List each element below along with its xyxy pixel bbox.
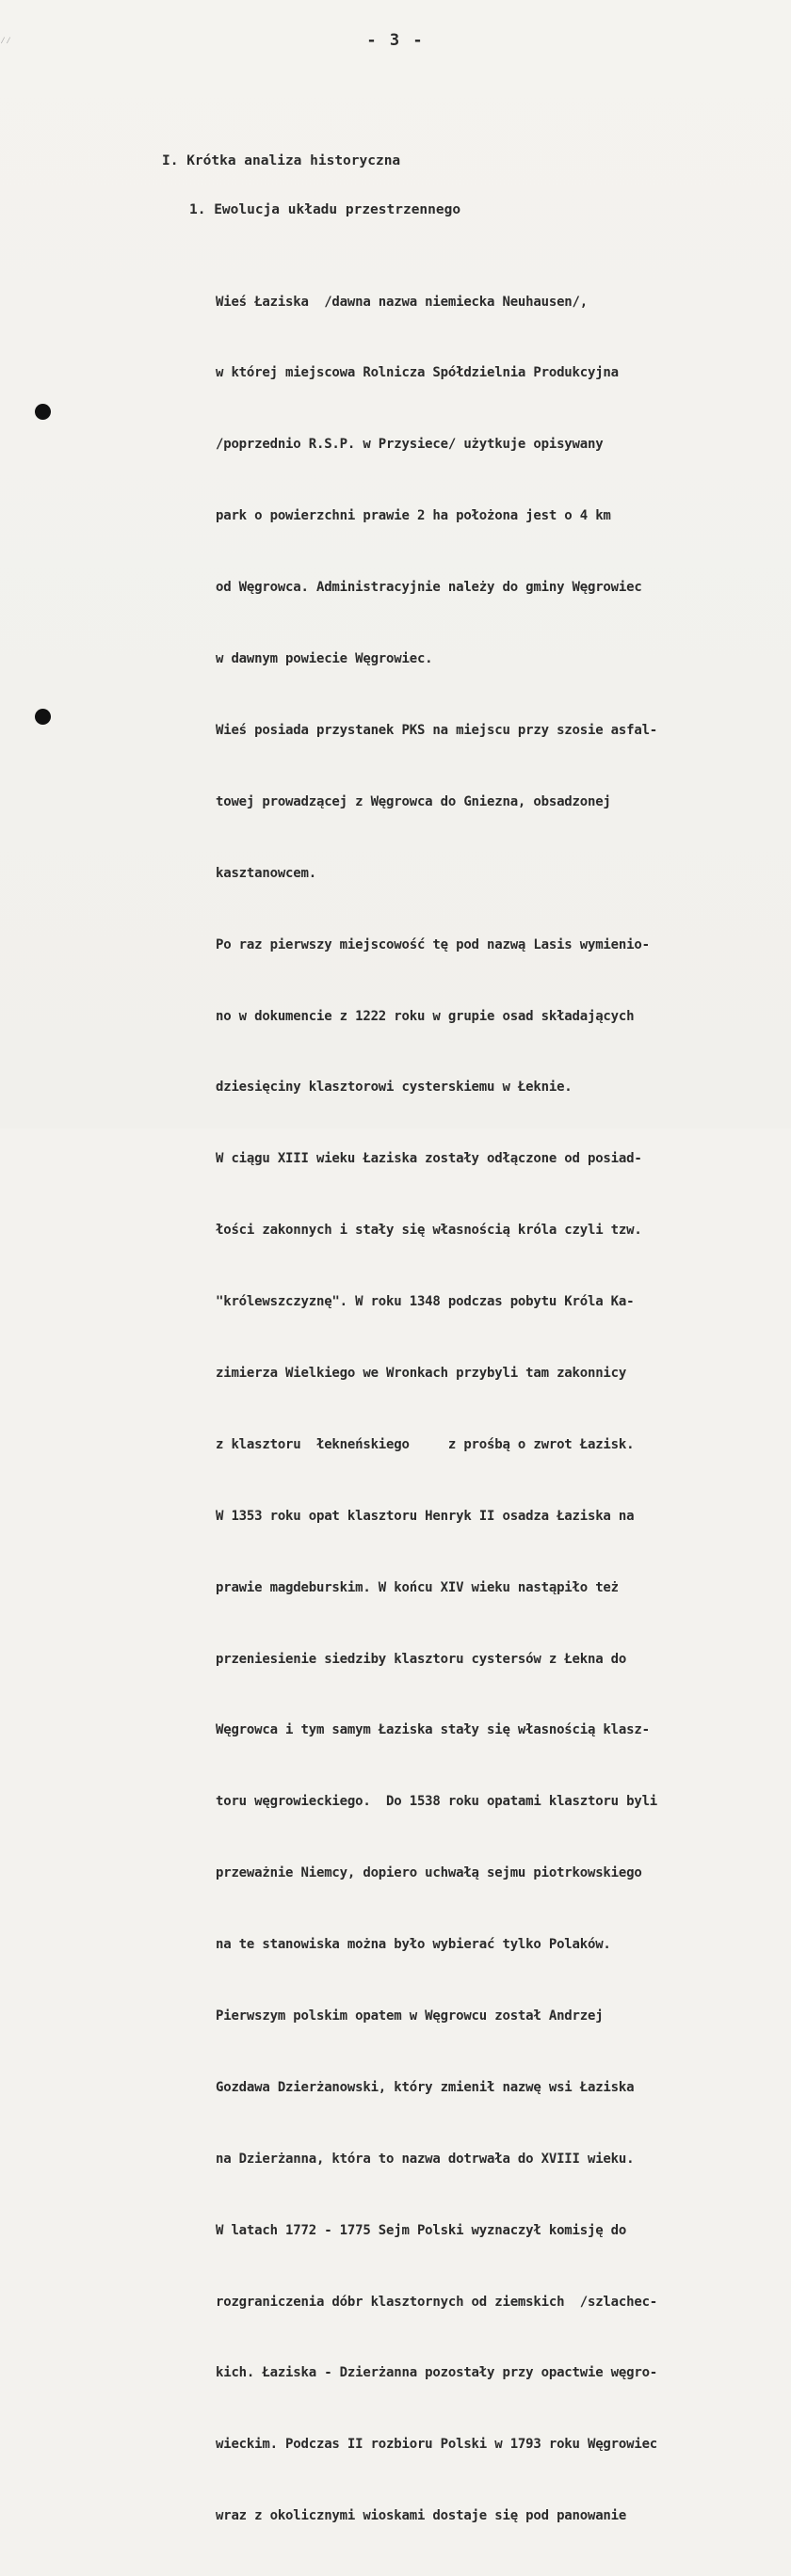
- section-heading: I. Krótka analiza historyczna: [162, 153, 401, 168]
- body-text: [216, 243, 781, 2576]
- punch-hole: [35, 404, 51, 420]
- body-line: toru węgrowieckiego. Do 1538 roku opatami klasztoru byli: [216, 1794, 658, 1810]
- body-line: no w dokumencie z 1222 roku w grupie osad składających: [216, 1008, 635, 1024]
- corner-scratch-mark: ⁄⁄: [0, 36, 12, 46]
- body-line: od Węgrowca. Administracyjnie należy do gminy Węgrowiec: [216, 580, 642, 596]
- body-line: na te stanowiska można było wybierać tylko Polaków.: [216, 1937, 611, 1953]
- body-line: Pierwszym polskim opatem w Węgrowcu został Andrzej: [216, 2008, 604, 2024]
- subsection-heading: 1. Ewolucja układu przestrzennego: [189, 202, 461, 217]
- body-line: z klasztoru łekneńskiego z prośbą o zwrot Łazisk.: [216, 1436, 635, 1452]
- page-number: - 3 -: [366, 31, 425, 50]
- body-line: łości zakonnych i stały się własnością króla czyli tzw.: [216, 1223, 642, 1239]
- body-line: przeważnie Niemcy, dopiero uchwałą sejmu piotrkowskiego: [216, 1865, 642, 1881]
- body-line: w której miejscowa Rolnicza Spółdzielnia Produkcyjna: [216, 365, 619, 381]
- body-line: park o powierzchni prawie 2 ha położona jest o 4 km: [216, 508, 611, 524]
- body-line: rozgraniczenia dóbr klasztornych od ziemskich /szlachec-: [216, 2294, 658, 2310]
- body-line: Po raz pierwszy miejscowość tę pod nazwą Lasis wymienio-: [216, 936, 650, 952]
- punch-hole: [35, 709, 51, 725]
- body-line: wieckim. Podczas II rozbioru Polski w 1793 roku Węgrowiec: [216, 2437, 658, 2453]
- body-line: w dawnym powiecie Węgrowiec.: [216, 651, 433, 667]
- body-line: kasztanowcem.: [216, 865, 316, 881]
- body-line: towej prowadzącej z Węgrowca do Gniezna, obsadzonej: [216, 793, 611, 809]
- body-line: Wieś posiada przystanek PKS na miejscu przy szosie asfal-: [216, 722, 658, 738]
- body-line: "królewszczyznę". W roku 1348 podczas pobytu Króla Ka-: [216, 1294, 635, 1310]
- body-line: Wieś Łaziska /dawna nazwa niemiecka Neuhausen/,: [216, 294, 588, 310]
- body-line: /poprzednio R.S.P. w Przysiece/ użytkuje opisywany: [216, 437, 604, 453]
- body-line: W 1353 roku opat klasztoru Henryk II osadza Łaziska na: [216, 1508, 635, 1524]
- body-line: dziesięciny klasztorowi cysterskiemu w Łeknie.: [216, 1080, 573, 1096]
- body-line: W ciągu XIII wieku Łaziska zostały odłączone od posiad-: [216, 1151, 642, 1167]
- body-line: kich. Łaziska - Dzierżanna pozostały przy opactwie węgro-: [216, 2365, 658, 2381]
- body-line: W latach 1772 - 1775 Sejm Polski wyznaczył komisję do: [216, 2222, 627, 2238]
- body-line: Węgrowca i tym samym Łaziska stały się własnością klasz-: [216, 1722, 650, 1738]
- body-line: przeniesienie siedziby klasztoru cystersów z Łekna do: [216, 1651, 627, 1667]
- body-line: Gozdawa Dzierżanowski, który zmienił nazwę wsi Łaziska: [216, 2079, 635, 2095]
- body-line: na Dzierżanna, która to nazwa dotrwała do XVIII wieku.: [216, 2151, 635, 2167]
- body-line: zimierza Wielkiego we Wronkach przybyli tam zakonnicy: [216, 1365, 627, 1381]
- body-line: wraz z okolicznymi wioskami dostaje się pod panowanie: [216, 2508, 627, 2524]
- body-line: prawie magdeburskim. W końcu XIV wieku nastąpiło też: [216, 1579, 619, 1595]
